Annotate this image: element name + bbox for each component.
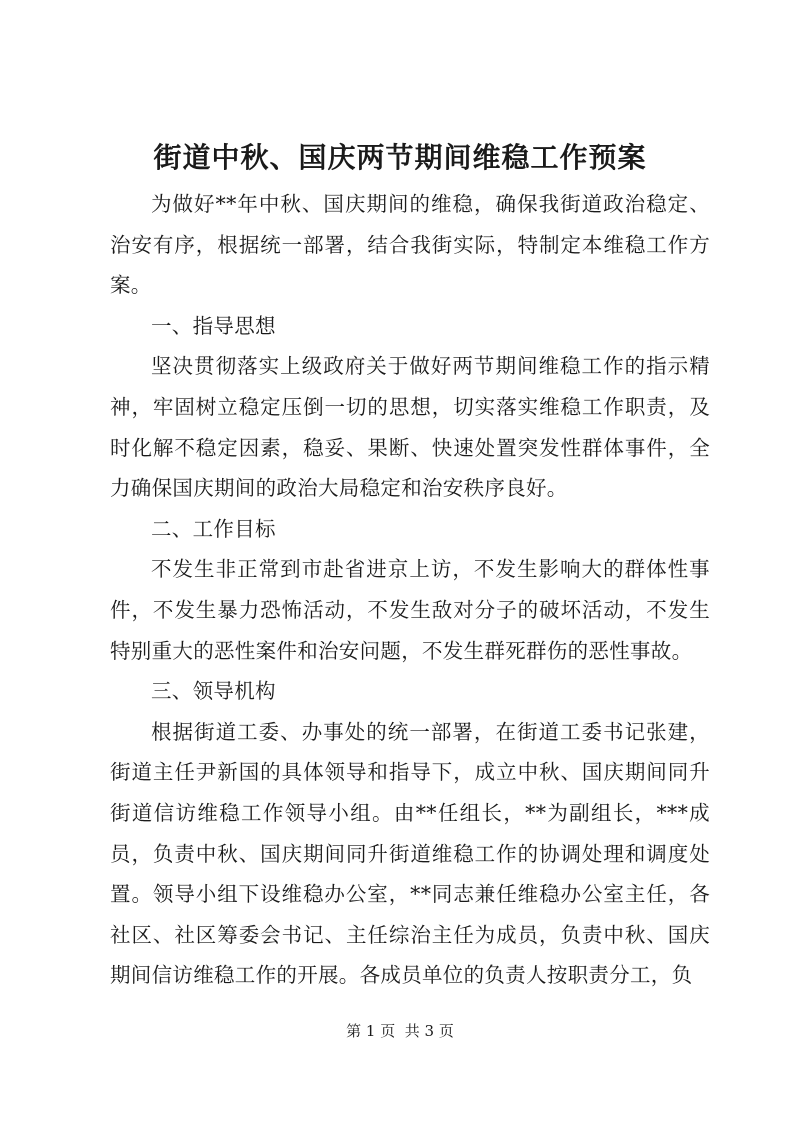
- leadership-paragraph: 根据街道工委、办事处的统一部署，在街道工委书记张建，街道主任尹新国的具体领导和指导下，成立中秋、国庆期间同升街道信访维稳工作领导小组。由**任组长，**为副组长，***成员，负责中秋、国庆期间同升街道维稳工作的协调处理和调度处置。领导小组下设维稳办公室，**同志兼任维稳办公室主任，各社区、社区筹委会书记、主任综治主任为成员，负责中秋、国庆期间信访维稳工作的开展。各成员单位的负责人按职责分工，负: [110, 719, 710, 988]
- intro-paragraph: 为做好**年中秋、国庆期间的维稳，确保我街道政治稳定、治安有序，根据统一部署，结合我街实际，特制定本维稳工作方案。: [110, 192, 710, 298]
- guiding-ideology-paragraph: 坚决贯彻落实上级政府关于做好两节期间维稳工作的指示精神，牢固树立稳定压倒一切的思想，切实落实维稳工作职责，及时化解不稳定因素，稳妥、果断、快速处置突发性群体事件，全力确保国庆期间的政治大局稳定和治安秩序良好。: [110, 354, 710, 501]
- section-heading-guiding-ideology: 一、指导思想: [151, 313, 276, 338]
- document-title: 街道中秋、国庆两节期间维稳工作预案: [153, 141, 647, 174]
- work-goals-paragraph: 不发生非正常到市赴省进京上访，不发生影响大的群体性事件，不发生暴力恐怖活动，不发生敌对分子的破坏活动，不发生特别重大的恶性案件和治安问题，不发生群死群伤的恶性事故。: [110, 557, 710, 663]
- section-heading-work-goals: 二、工作目标: [151, 516, 276, 541]
- section-heading-leadership: 三、领导机构: [151, 679, 276, 704]
- page-number-label: 第 1 页 共 3 页: [346, 1022, 454, 1040]
- document-body: [110, 184, 710, 996]
- page-footer: [0, 1020, 800, 1042]
